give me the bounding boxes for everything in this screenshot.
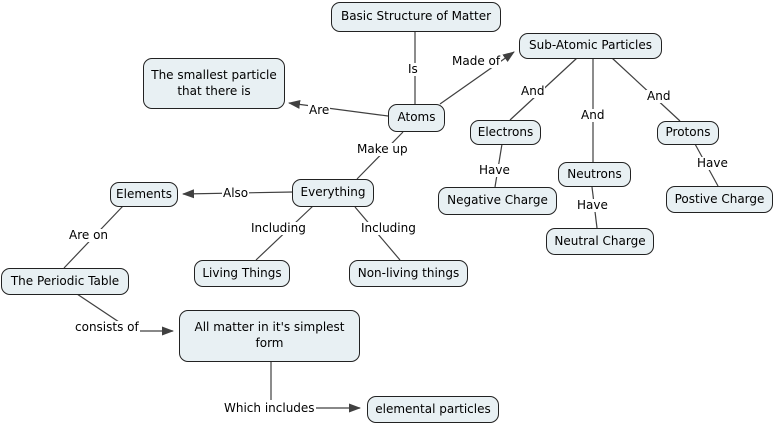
- node-neutrons[interactable]: Neutrons: [558, 162, 631, 187]
- link-label-also[interactable]: Also: [223, 186, 249, 200]
- link-label-and-electrons[interactable]: And: [521, 84, 545, 98]
- connector-are: [289, 103, 388, 116]
- link-label-and-neutrons[interactable]: And: [581, 108, 605, 122]
- link-label-including-living[interactable]: Including: [251, 221, 306, 235]
- node-basic-structure-of-matter[interactable]: Basic Structure of Matter: [331, 2, 501, 32]
- link-label-make-up[interactable]: Make up: [357, 142, 408, 156]
- node-neutral-charge[interactable]: Neutral Charge: [546, 228, 654, 255]
- link-label-have-electrons[interactable]: Have: [479, 163, 510, 177]
- link-label-including-nonliving[interactable]: Including: [361, 221, 416, 235]
- link-label-have-neutrons[interactable]: Have: [577, 198, 608, 212]
- node-living-things[interactable]: Living Things: [194, 260, 290, 287]
- node-the-periodic-table[interactable]: The Periodic Table: [1, 268, 129, 295]
- link-label-have-protons[interactable]: Have: [697, 156, 728, 170]
- link-label-and-protons[interactable]: And: [647, 89, 671, 103]
- link-label-consists-of[interactable]: consists of: [75, 320, 139, 334]
- node-everything[interactable]: Everything: [292, 179, 374, 207]
- node-atoms[interactable]: Atoms: [388, 104, 445, 132]
- node-all-matter[interactable]: All matter in it's simplest form: [179, 310, 360, 362]
- node-sub-atomic-particles[interactable]: Sub-Atomic Particles: [519, 33, 662, 59]
- node-non-living-things[interactable]: Non-living things: [349, 260, 468, 287]
- link-label-which-includes[interactable]: Which includes: [224, 401, 315, 415]
- link-label-are-on[interactable]: Are on: [69, 228, 109, 242]
- link-label-made-of[interactable]: Made of: [452, 54, 501, 68]
- link-label-are[interactable]: Are: [309, 103, 330, 117]
- node-protons[interactable]: Protons: [657, 121, 719, 145]
- node-elements[interactable]: Elements: [110, 182, 178, 207]
- link-label-is[interactable]: Is: [408, 62, 418, 76]
- node-electrons[interactable]: Electrons: [470, 120, 541, 145]
- node-negative-charge[interactable]: Negative Charge: [438, 187, 557, 215]
- node-postive-charge[interactable]: Postive Charge: [666, 186, 773, 213]
- node-elemental-particles[interactable]: elemental particles: [367, 396, 499, 423]
- node-smallest-particle[interactable]: The smallest particle that there is: [143, 58, 285, 109]
